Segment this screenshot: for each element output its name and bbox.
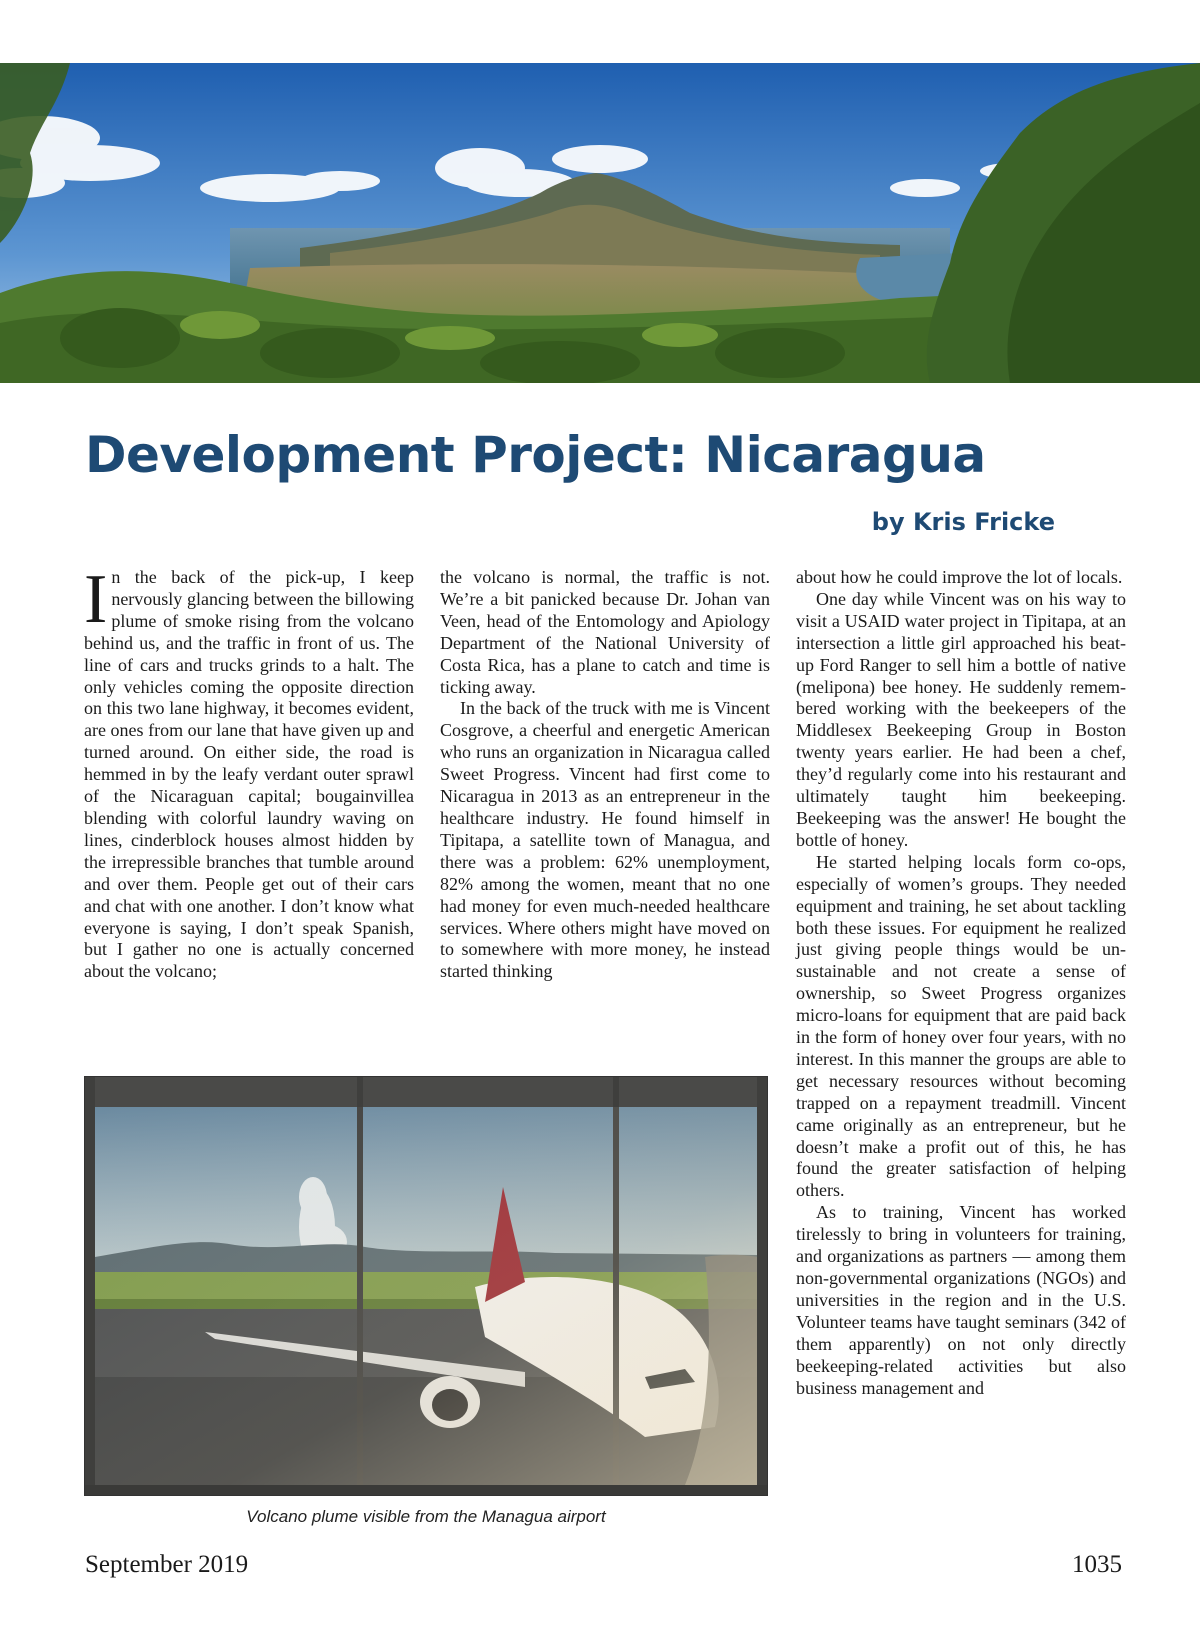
paragraph: As to training, Vincent has worked tirelessly to bring in volunteers for training, and organizations as partners — among them non-governmental organizations (NGOs) and universities in the region and in the U.S. Volunteer teams have taught seminars (342 of them apparently) on not only directly beekeeping-related activities but also business management and: [796, 1202, 1126, 1398]
paragraph: about how he could improve the lot of locals.: [796, 567, 1123, 587]
paragraph: the volcano is normal, the traffic is not. We’re a bit panicked because Dr. Johan van Veen, head of the Entomology and Apiology Department of the National University of Costa Rica, has a plane to catch and time is ticking away.: [440, 567, 770, 697]
article-column-2: [440, 567, 770, 983]
paragraph-text: n the back of the pick-up, I keep nervously glancing between the billowing plume of smoke rising from the volcano behind us, and the traffic in front of us. The line of cars and trucks grinds to a halt. The only vehicles coming the opposite direction on this two lane highway, it becomes evident, are ones from our lane that have given up and turned around. On either side, the road is hemmed in by the leafy verdant outer sprawl of the Nicaraguan capital; bougainvillea blending with colorful laundry waving on lines, cinderblock houses almost hidden by the irrepressible branches that tumble around and over them. People get out of their cars and chat with one another. I don’t know what everyone is saying, I don’t speak Spanish, but I gather no one is actually concerned about the volcano;: [84, 567, 414, 982]
drop-cap: I: [84, 561, 108, 638]
airport-window-illustration: [85, 1077, 767, 1495]
paragraph: One day while Vincent was on his way to visit a USAID water project in Tipitapa, at an intersection a little girl approached his beat-up Ford Ranger to sell him a bottle of native (melipona) bee honey. He suddenly remembered working with the beekeepers of the Middlesex Beekeeping Group in Boston twenty years earlier. He had been a chef, they’d regularly come into his restaurant and ultimately taught him beekeeping. Beekeeping was the answer! He bought the bottle of honey.: [796, 588, 1126, 850]
paragraph: [84, 561, 414, 983]
hero-photo: [0, 63, 1200, 383]
article-title: Development Project: Nicaragua: [85, 426, 986, 484]
photo-caption: Volcano plume visible from the Managua airport: [246, 1507, 606, 1526]
paragraph: He started helping locals form co-ops, especially of women’s groups. They needed equipment and training, he set about tackling both these issues. For equipment he realized just giving people things would be unsustainable and not create a sense of ownership, so Sweet Progress organizes micro-loans for equipment that are paid back in the form of honey over four years, with no interest. In this manner the groups are able to get necessary resources without becoming trapped on a repayment treadmill. Vincent came originally as an entrepreneur, but he doesn’t make a profit out of this, he has found the greater satisfaction of helping others.: [796, 851, 1126, 1201]
article-column-1: [84, 561, 414, 983]
volcano-landscape-illustration: [0, 63, 1200, 383]
article-column-3: [796, 567, 1126, 1399]
paragraph: In the back of the truck with me is Vincent Cosgrove, a cheerful and energetic American who runs an organization in Nicaragua called Sweet Progress. Vincent had first come to Nicaragua in 2013 as an entrepreneur in the healthcare industry. He found himself in Tipitapa, a satellite town of Managua, and there was a problem: 62% unemployment, 82% among the women, meant that no one had money for even much-needed healthcare services. Where others might have moved on to somewhere with more money, he instead started thinking: [440, 698, 770, 982]
issue-date: September 2019: [85, 1551, 249, 1578]
page-number: 1035: [1072, 1551, 1122, 1578]
airport-photo: [84, 1076, 768, 1496]
article-byline: by Kris Fricke: [871, 508, 1055, 536]
